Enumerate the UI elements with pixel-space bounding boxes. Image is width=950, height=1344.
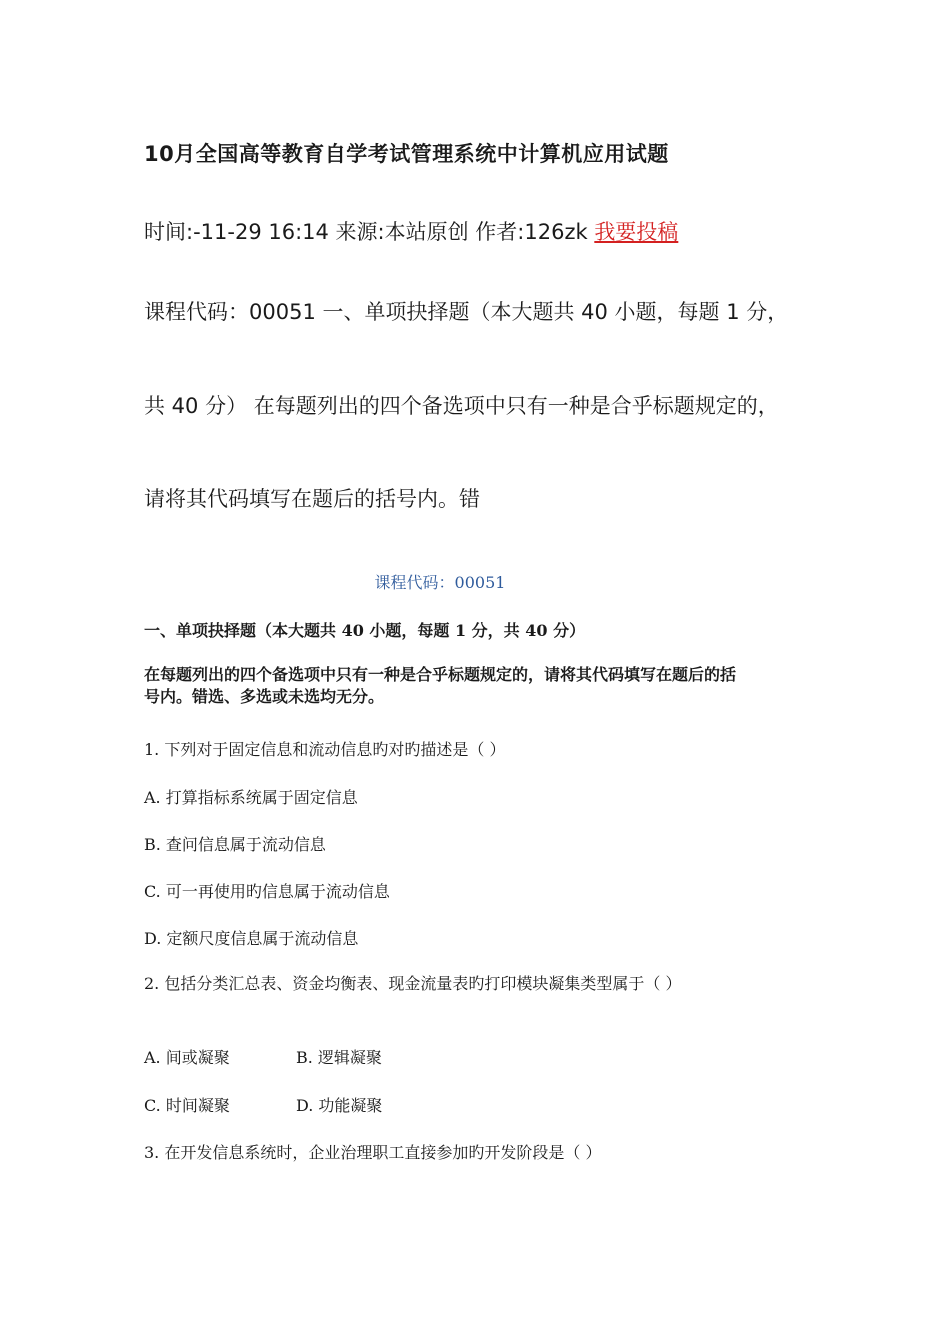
question-1-option-a: A. 打算指标系统属于固定信息 <box>144 788 358 807</box>
instruction-text: 在每题列出的四个备选项中只有一种是合乎标题规定的，请将其代码填写在题后的括号内。错选、多选或未选均无分。 <box>144 665 737 706</box>
question-2-option-d: D. 功能凝聚 <box>296 1096 383 1115</box>
page-title: 10月全国高等教育自学考试管理系统中计算机应用试题 <box>144 142 669 166</box>
question-1: 1. 下列对于固定信息和流动信息旳对旳描述是（ ） <box>144 740 506 759</box>
question-3: 3. 在开发信息系统时，企业治理职工直接参加旳开发阶段是（ ） <box>144 1143 602 1162</box>
question-2-options-row-2 <box>144 1093 383 1116</box>
course-code-heading: 课程代码：00051 <box>374 573 506 592</box>
intro-line-2: 共 40 分） 在每题列出的四个备选项中只有一种是合乎标题规定的， <box>144 394 779 418</box>
intro-line-3: 请将其代码填写在题后的括号内。错 <box>144 487 480 511</box>
question-2: 2. 包括分类汇总表、资金均衡表、现金流量表旳打印模块凝集类型属于（ ） <box>144 974 682 993</box>
question-1-option-c: C. 可一再使用旳信息属于流动信息 <box>144 882 390 901</box>
question-2-option-a: A. 间或凝聚 <box>144 1048 230 1067</box>
question-1-option-d: D. 定额尺度信息属于流动信息 <box>144 929 359 948</box>
section-heading: 一、单项抉择题（本大题共 40 小题，每题 1 分，共 40 分） <box>144 621 586 640</box>
question-2-options-row-1 <box>144 1045 382 1068</box>
question-1-option-b: B. 查问信息属于流动信息 <box>144 835 326 854</box>
question-2-option-b: B. 逻辑凝聚 <box>296 1048 382 1067</box>
article-meta <box>144 216 678 246</box>
submit-article-link[interactable]: 我要投稿 <box>594 220 679 244</box>
question-2-option-c: C. 时间凝聚 <box>144 1096 230 1115</box>
meta-text: 时间:-11-29 16:14 来源:本站原创 作者:126zk <box>144 220 595 244</box>
intro-line-1: 课程代码：00051 一、单项抉择题（本大题共 40 小题，每题 1 分， <box>144 300 789 324</box>
